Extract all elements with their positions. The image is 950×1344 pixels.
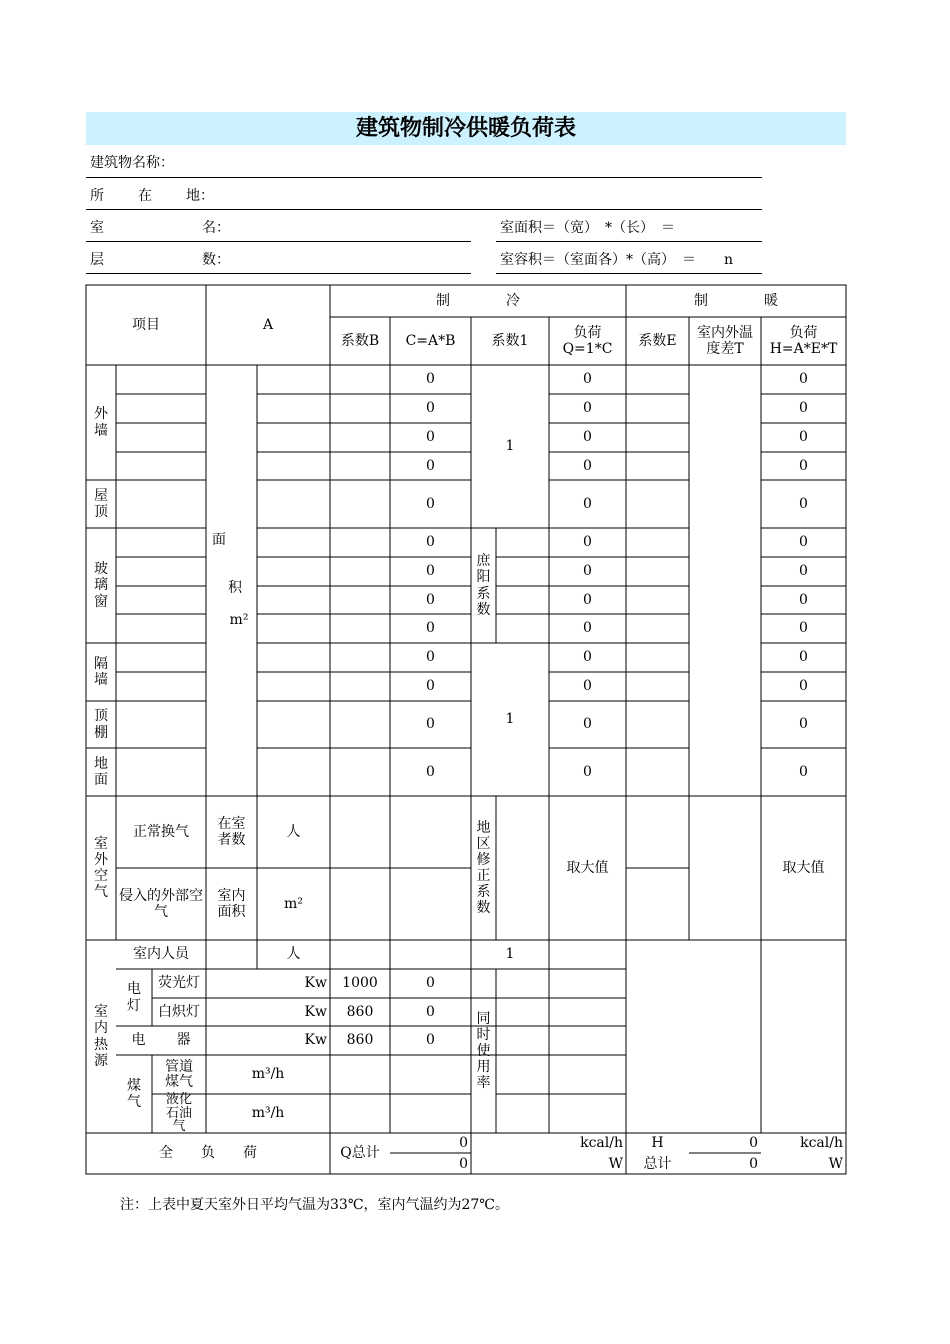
q-value: 0 bbox=[583, 591, 592, 608]
header-load-q-line1: 负荷 bbox=[573, 324, 602, 341]
header-coef1: 系数1 bbox=[491, 332, 529, 349]
header-load-h bbox=[761, 317, 846, 365]
take-max-heating: 取大值 bbox=[782, 859, 825, 876]
person-unit: 人 bbox=[286, 946, 301, 963]
header-c-formula: C=A*B bbox=[405, 332, 456, 349]
normal-ventilation-label: 正常换气 bbox=[133, 823, 189, 840]
appliance-label-1: 电 bbox=[131, 1032, 146, 1049]
h-total-label-2: 总计 bbox=[643, 1155, 672, 1172]
person-unit: 人 bbox=[286, 823, 301, 840]
coef1-value: 1 bbox=[505, 946, 515, 963]
category-indoor-heat: 室内热源 bbox=[94, 1004, 108, 1069]
room-volume-label: 室容积＝（室面各）*（高） ＝ n bbox=[500, 252, 734, 268]
header-temp-diff-line1: 室内外温 bbox=[697, 324, 753, 341]
q-total-w: 0 bbox=[459, 1155, 468, 1172]
c-value: 0 bbox=[426, 371, 435, 388]
h-total-label-1: H bbox=[651, 1134, 664, 1151]
h-value: 0 bbox=[799, 620, 808, 637]
q-value: 0 bbox=[583, 716, 592, 733]
fluorescent-label: 荧光灯 bbox=[158, 975, 200, 992]
factor-1000: 1000 bbox=[342, 975, 378, 992]
area-label-1: 面 bbox=[212, 531, 226, 548]
h-value: 0 bbox=[799, 763, 808, 780]
header-cooling: 制 冷 bbox=[436, 292, 520, 309]
h-value: 0 bbox=[799, 371, 808, 388]
kw-unit: Kw bbox=[304, 1003, 327, 1020]
coef1-value: 1 bbox=[505, 711, 515, 728]
incandescent-label: 白炽灯 bbox=[158, 1003, 200, 1020]
shading-coef-label: 庶阳系数 bbox=[476, 553, 491, 618]
factor-860: 860 bbox=[346, 1032, 374, 1049]
h-value: 0 bbox=[799, 591, 808, 608]
q-value: 0 bbox=[583, 620, 592, 637]
c-value: 0 bbox=[426, 678, 435, 695]
header-item: 项目 bbox=[132, 316, 160, 333]
h-value: 0 bbox=[799, 495, 808, 512]
category-outer-wall: 外墙 bbox=[94, 406, 108, 439]
gas-label: 煤气 bbox=[127, 1077, 141, 1110]
infiltration-label: 侵入的外部空气 bbox=[119, 887, 203, 920]
q-value: 0 bbox=[583, 649, 592, 666]
region-coef-label: 地区修正系数 bbox=[476, 819, 491, 917]
c-value: 0 bbox=[426, 975, 435, 992]
c-value: 0 bbox=[426, 1032, 435, 1049]
q-total-kcal: 0 bbox=[459, 1134, 468, 1151]
location-label-3: 地： bbox=[186, 188, 214, 204]
header-coef-b: 系数B bbox=[340, 332, 380, 349]
header-coef-e: 系数E bbox=[638, 332, 677, 349]
header-a: A bbox=[262, 316, 274, 333]
header-temp-diff-line2: 度差T bbox=[706, 341, 744, 357]
q-value: 0 bbox=[583, 678, 592, 695]
h-value: 0 bbox=[799, 678, 808, 695]
take-max-cooling: 取大值 bbox=[566, 859, 609, 876]
header-load-h-line1: 负荷 bbox=[789, 324, 818, 341]
header-load-q-line2: Q=1*C bbox=[562, 341, 613, 357]
c-value: 0 bbox=[426, 429, 435, 446]
q-value: 0 bbox=[583, 763, 592, 780]
occupants-label: 在室者数 bbox=[217, 815, 246, 848]
simultaneous-use-label: 同时使用率 bbox=[476, 1010, 491, 1092]
appliance-label-2: 器 bbox=[176, 1032, 191, 1049]
kw-unit: Kw bbox=[304, 975, 327, 992]
footnote: 注：上表中夏天室外日平均气温为33℃，室内气温约为27℃。 bbox=[120, 1197, 509, 1213]
category-partition: 隔墙 bbox=[94, 655, 108, 688]
page-title: 建筑物制冷供暖负荷表 bbox=[86, 112, 846, 145]
q-value: 0 bbox=[583, 563, 592, 580]
m3h-unit: m³/h bbox=[251, 1066, 285, 1083]
h-value: 0 bbox=[799, 429, 808, 446]
category-outdoor-air: 室外空气 bbox=[94, 835, 108, 901]
header-load-q bbox=[549, 317, 626, 365]
c-value: 0 bbox=[426, 400, 435, 417]
header-temp-diff bbox=[689, 317, 761, 365]
floor-count-label-1: 层 bbox=[90, 252, 104, 268]
h-total-w: 0 bbox=[749, 1155, 758, 1172]
pipe-gas-label: 管道煤气 bbox=[165, 1058, 193, 1090]
indoor-area-label: 室内面积 bbox=[217, 887, 246, 920]
q-value: 0 bbox=[583, 429, 592, 446]
lamp-label: 电灯 bbox=[127, 981, 141, 1014]
header-heating: 制 暖 bbox=[694, 292, 778, 309]
q-value: 0 bbox=[583, 534, 592, 551]
location-label-2: 在 bbox=[138, 188, 152, 204]
h-value: 0 bbox=[799, 457, 808, 474]
floor-count-label-2: 数： bbox=[202, 252, 230, 268]
h-total-kcal: 0 bbox=[749, 1134, 758, 1151]
m2-unit: m² bbox=[284, 895, 303, 912]
building-name-label: 建筑物名称： bbox=[90, 155, 174, 171]
header-load-h-line2: H=A*E*T bbox=[769, 341, 838, 357]
m3h-unit: m³/h bbox=[251, 1105, 285, 1122]
area-label-2: 积 bbox=[228, 579, 242, 596]
lpg-label: 液化石油气 bbox=[165, 1092, 192, 1135]
c-value: 0 bbox=[426, 763, 435, 780]
w-unit: W bbox=[608, 1155, 623, 1172]
coef1-value: 1 bbox=[505, 438, 515, 455]
c-value: 0 bbox=[426, 591, 435, 608]
q-value: 0 bbox=[583, 400, 592, 417]
kcal-h-unit: kcal/h bbox=[800, 1134, 843, 1151]
room-area-label: 室面积＝（宽） *（长） ＝ bbox=[500, 220, 675, 236]
c-value: 0 bbox=[426, 534, 435, 551]
h-value: 0 bbox=[799, 563, 808, 580]
location-label-1: 所 bbox=[90, 188, 104, 204]
q-total-label: Q总计 bbox=[340, 1145, 380, 1162]
kw-unit: Kw bbox=[304, 1032, 327, 1049]
c-value: 0 bbox=[426, 563, 435, 580]
indoor-people-label: 室内人员 bbox=[133, 946, 189, 963]
c-value: 0 bbox=[426, 649, 435, 666]
category-glass-window: 玻璃窗 bbox=[94, 561, 108, 610]
room-name-label-1: 室 bbox=[90, 220, 104, 236]
c-value: 0 bbox=[426, 495, 435, 512]
q-value: 0 bbox=[583, 495, 592, 512]
c-value: 0 bbox=[426, 716, 435, 733]
h-value: 0 bbox=[799, 534, 808, 551]
room-name-label-2: 名： bbox=[202, 220, 230, 236]
category-roof: 屋顶 bbox=[94, 487, 108, 520]
h-value: 0 bbox=[799, 649, 808, 666]
q-value: 0 bbox=[583, 457, 592, 474]
full-load-label: 全 负 荷 bbox=[159, 1145, 257, 1162]
c-value: 0 bbox=[426, 620, 435, 637]
c-value: 0 bbox=[426, 457, 435, 474]
h-value: 0 bbox=[799, 716, 808, 733]
category-ceiling: 顶棚 bbox=[94, 708, 108, 741]
c-value: 0 bbox=[426, 1003, 435, 1020]
w-unit: W bbox=[828, 1155, 843, 1172]
h-value: 0 bbox=[799, 400, 808, 417]
factor-860: 860 bbox=[346, 1003, 374, 1020]
category-floor: 地面 bbox=[94, 755, 108, 788]
q-value: 0 bbox=[583, 371, 592, 388]
kcal-h-unit: kcal/h bbox=[580, 1134, 623, 1151]
area-label-unit: m² bbox=[229, 611, 249, 628]
